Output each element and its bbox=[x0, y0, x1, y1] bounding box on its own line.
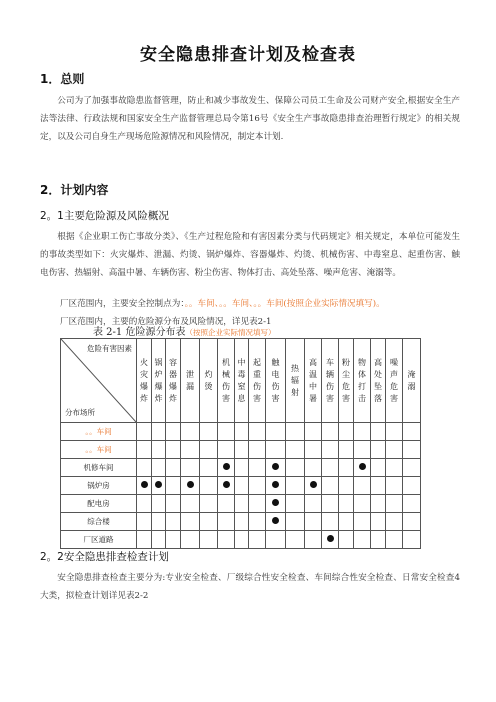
column-header-label: 触电伤害 bbox=[271, 357, 280, 403]
table-cell bbox=[181, 459, 200, 477]
section-2-heading: 2．计划内容 bbox=[40, 183, 109, 197]
table-cell bbox=[218, 513, 235, 531]
column-header bbox=[200, 339, 218, 423]
table-cell bbox=[152, 495, 166, 513]
table-cell bbox=[166, 459, 181, 477]
table-cell bbox=[403, 441, 421, 459]
column-header-label: 起重伤害 bbox=[253, 357, 261, 403]
table-cell bbox=[249, 477, 266, 495]
document-title: 安全隐患排查计划及检查表 bbox=[140, 45, 356, 65]
table-cell bbox=[137, 531, 152, 549]
table-cell bbox=[305, 459, 322, 477]
corner-label-locations: 分布场所 bbox=[65, 408, 95, 417]
column-header-label: 火灾爆炸 bbox=[140, 357, 148, 403]
row-location-label: 配电房 bbox=[61, 495, 137, 513]
column-header bbox=[371, 339, 386, 423]
column-header bbox=[249, 339, 266, 423]
table-cell bbox=[339, 495, 354, 513]
table-cell bbox=[181, 495, 200, 513]
table-cell bbox=[371, 495, 386, 513]
table-row bbox=[61, 441, 421, 459]
table-cell bbox=[166, 423, 181, 441]
table-cell bbox=[305, 477, 322, 495]
table-cell bbox=[249, 513, 266, 531]
column-header bbox=[322, 339, 339, 423]
table-cell bbox=[305, 531, 322, 549]
column-header bbox=[235, 339, 249, 423]
column-header bbox=[137, 339, 152, 423]
table-cell bbox=[235, 495, 249, 513]
table-cell bbox=[266, 477, 286, 495]
table-cell bbox=[200, 459, 218, 477]
table-cell bbox=[249, 459, 266, 477]
column-header bbox=[218, 339, 235, 423]
table-cell bbox=[249, 423, 266, 441]
table-cell bbox=[235, 459, 249, 477]
column-header-label: 中毒窒息 bbox=[237, 357, 246, 403]
section-2-1-paragraph: 根据《企业职工伤亡事故分类》、《生产过程危险和有害因素分类与代码规定》相关规定，本单位可能发生的事故类型如下：火灾爆炸、泄漏、灼烫、锅炉爆炸、容器爆炸、灼烫、机械伤害、中毒窒息、起重伤害、触电伤害、热辐射、高温中暑、车辆伤害、粉尘伤害、物体打击、高处坠落、噪声危害、淹溺等。 bbox=[40, 232, 460, 278]
table-cell bbox=[386, 477, 403, 495]
table-cell bbox=[339, 513, 354, 531]
table-cell bbox=[249, 495, 266, 513]
hazard-present-dot bbox=[272, 517, 279, 524]
table-cell bbox=[137, 495, 152, 513]
table-cell bbox=[200, 495, 218, 513]
table-cell bbox=[386, 495, 403, 513]
column-header-label: 淹溺 bbox=[407, 369, 416, 391]
table-cell bbox=[249, 531, 266, 549]
column-header bbox=[166, 339, 181, 423]
section-1-heading: 1．总则 bbox=[40, 72, 85, 86]
table-header-row bbox=[61, 339, 421, 423]
table-cell bbox=[218, 495, 235, 513]
table-cell bbox=[152, 477, 166, 495]
table-cell bbox=[354, 459, 371, 477]
table-cell bbox=[322, 477, 339, 495]
table-cell bbox=[181, 513, 200, 531]
section-2-2-paragraph: 安全隐患排查检查主要分为:专业安全检查、厂级综合性安全检查、车间综合性安全检查、日常安全检查4大类，拟检查计划详见表2-2 bbox=[40, 573, 460, 601]
column-header bbox=[305, 339, 322, 423]
control-points-line bbox=[60, 297, 385, 309]
table-cell bbox=[371, 477, 386, 495]
table-cell bbox=[339, 459, 354, 477]
table-cell bbox=[218, 459, 235, 477]
column-header-label: 容器爆炸 bbox=[169, 357, 177, 403]
table-cell bbox=[339, 531, 354, 549]
table-cell bbox=[354, 531, 371, 549]
table-cell bbox=[339, 441, 354, 459]
row-location-label: 综合楼 bbox=[61, 513, 137, 531]
hazard-present-dot bbox=[359, 463, 366, 470]
table-cell bbox=[305, 513, 322, 531]
table-cell bbox=[386, 459, 403, 477]
column-header-label: 车辆伤害 bbox=[326, 357, 334, 403]
column-header bbox=[266, 339, 286, 423]
table-cell bbox=[235, 513, 249, 531]
table-cell bbox=[266, 459, 286, 477]
table-cell bbox=[249, 441, 266, 459]
row-location-label: 锅炉房 bbox=[61, 477, 137, 495]
hazard-present-dot bbox=[223, 481, 230, 488]
table-cell bbox=[200, 423, 218, 441]
table-cell bbox=[137, 459, 152, 477]
table-row bbox=[61, 477, 421, 495]
column-header-label: 锅炉爆炸 bbox=[154, 357, 163, 403]
table-cell bbox=[266, 423, 286, 441]
hazard-present-dot bbox=[155, 481, 162, 488]
table-caption-text: 表 2-1 危险源分布表 bbox=[93, 327, 186, 338]
table-cell bbox=[266, 531, 286, 549]
table-cell bbox=[152, 423, 166, 441]
table-cell bbox=[403, 513, 421, 531]
table-cell bbox=[322, 441, 339, 459]
row-location-label: 机修车间 bbox=[61, 459, 137, 477]
table-cell bbox=[200, 513, 218, 531]
hazard-distribution-table bbox=[60, 338, 421, 549]
column-header-label: 机械伤害 bbox=[222, 357, 230, 403]
section-1-paragraph: 公司为了加强事故隐患监督管理，防止和减少事故发生、保障公司员工生命及公司财产安全,根据安全生产法等法律、行政法规和国家安全生产监督管理总局令第16号《安全生产事故隐患排查治理暂行规定》的相关规定，以及公司自身生产现场危险源情况和风险情况，制定本计划. bbox=[40, 96, 460, 142]
table-caption-note: （按照企业实际情况填写） bbox=[185, 328, 276, 337]
column-header bbox=[386, 339, 403, 423]
row-location-label: 厂区道路 bbox=[61, 531, 137, 549]
table-cell bbox=[371, 423, 386, 441]
table-cell bbox=[152, 531, 166, 549]
table-row bbox=[61, 423, 421, 441]
column-header bbox=[152, 339, 166, 423]
hazard-present-dot bbox=[141, 481, 148, 488]
table-cell bbox=[386, 531, 403, 549]
section-2-1-heading: 2。1主要危险源及风险概况 bbox=[40, 210, 169, 222]
table-caption bbox=[93, 323, 275, 338]
table-cell bbox=[266, 495, 286, 513]
table-cell bbox=[371, 459, 386, 477]
table-cell bbox=[137, 423, 152, 441]
table-cell bbox=[152, 441, 166, 459]
table-row bbox=[61, 513, 421, 531]
column-header-label: 噪声危害 bbox=[390, 357, 398, 403]
hazard-present-dot bbox=[272, 481, 279, 488]
table-cell bbox=[286, 531, 305, 549]
table-cell bbox=[371, 513, 386, 531]
table-cell bbox=[286, 459, 305, 477]
table-cell bbox=[354, 513, 371, 531]
table-cell bbox=[235, 531, 249, 549]
column-header-label: 粉尘危害 bbox=[342, 357, 350, 403]
column-header bbox=[339, 339, 354, 423]
table-cell bbox=[354, 423, 371, 441]
table-cell bbox=[235, 441, 249, 459]
table-cell bbox=[322, 459, 339, 477]
table-cell bbox=[137, 513, 152, 531]
table-cell bbox=[322, 423, 339, 441]
table-cell bbox=[286, 477, 305, 495]
column-header-label: 灼烫 bbox=[204, 369, 213, 391]
table-cell bbox=[166, 477, 181, 495]
table-cell bbox=[200, 441, 218, 459]
table-cell bbox=[286, 441, 305, 459]
table-cell bbox=[371, 531, 386, 549]
table-cell bbox=[235, 477, 249, 495]
table-cell bbox=[181, 531, 200, 549]
row-location-label: 。。车间 bbox=[61, 441, 137, 459]
table-cell bbox=[286, 495, 305, 513]
column-header bbox=[181, 339, 200, 423]
table-cell bbox=[403, 495, 421, 513]
table-cell bbox=[322, 495, 339, 513]
table-cell bbox=[166, 495, 181, 513]
table-cell bbox=[152, 459, 166, 477]
table-cell bbox=[305, 441, 322, 459]
table-cell bbox=[403, 423, 421, 441]
table-cell bbox=[166, 531, 181, 549]
hazard-present-dot bbox=[272, 463, 279, 470]
column-header-label: 高处坠落 bbox=[374, 357, 382, 403]
table-cell bbox=[200, 531, 218, 549]
table-reference-line: 厂区范围内，主要的危险源分布及风险情况，详见表2-1 bbox=[60, 317, 272, 327]
column-header-label: 高温中暑 bbox=[309, 357, 317, 403]
table-cell bbox=[235, 423, 249, 441]
table-cell bbox=[166, 441, 181, 459]
table-cell bbox=[386, 513, 403, 531]
table-cell bbox=[322, 513, 339, 531]
table-cell bbox=[137, 441, 152, 459]
control-points-text: 厂区范围内，主要安全控制点为： bbox=[60, 299, 185, 309]
table-cell bbox=[137, 477, 152, 495]
hazard-present-dot bbox=[187, 481, 194, 488]
column-header-label: 泄漏 bbox=[186, 369, 194, 391]
table-cell bbox=[218, 531, 235, 549]
hazard-present-dot bbox=[272, 499, 279, 506]
table-cell bbox=[266, 441, 286, 459]
table-cell bbox=[386, 441, 403, 459]
table-cell bbox=[339, 423, 354, 441]
table-cell bbox=[354, 441, 371, 459]
control-points-note: 。。车间、。。车间、。。车间(按照企业实际情况填写)。 bbox=[184, 299, 385, 309]
table-cell bbox=[166, 513, 181, 531]
section-2-2-heading: 2。2安全隐患排查检查计划 bbox=[40, 551, 169, 563]
table-cell bbox=[403, 459, 421, 477]
row-location-label: 。。车间 bbox=[61, 423, 137, 441]
column-header bbox=[286, 339, 305, 423]
table-cell bbox=[286, 513, 305, 531]
table-cell bbox=[339, 477, 354, 495]
table-cell bbox=[181, 477, 200, 495]
table-corner-cell bbox=[61, 339, 137, 423]
column-header-label: 物体打击 bbox=[358, 357, 366, 403]
table-cell bbox=[218, 423, 235, 441]
table-cell bbox=[305, 423, 322, 441]
table-cell bbox=[181, 423, 200, 441]
table-cell bbox=[200, 477, 218, 495]
table-cell bbox=[354, 477, 371, 495]
hazard-present-dot bbox=[327, 535, 334, 542]
table-cell bbox=[371, 441, 386, 459]
hazard-present-dot bbox=[223, 463, 230, 470]
table-cell bbox=[286, 423, 305, 441]
hazard-present-dot bbox=[310, 481, 317, 488]
table-cell bbox=[354, 495, 371, 513]
table-cell bbox=[266, 513, 286, 531]
column-header bbox=[403, 339, 421, 423]
table-row bbox=[61, 459, 421, 477]
corner-label-factors: 危险有害因素 bbox=[87, 344, 132, 353]
table-cell bbox=[403, 477, 421, 495]
column-header-label: 热辐射 bbox=[291, 363, 299, 397]
table-cell bbox=[386, 423, 403, 441]
table-cell bbox=[218, 477, 235, 495]
table-cell bbox=[181, 441, 200, 459]
table-cell bbox=[218, 441, 235, 459]
table-cell bbox=[305, 495, 322, 513]
table-cell bbox=[322, 531, 339, 549]
table-row bbox=[61, 495, 421, 513]
table-cell bbox=[403, 531, 421, 549]
column-header bbox=[354, 339, 371, 423]
table-row bbox=[61, 531, 421, 549]
table-cell bbox=[152, 513, 166, 531]
